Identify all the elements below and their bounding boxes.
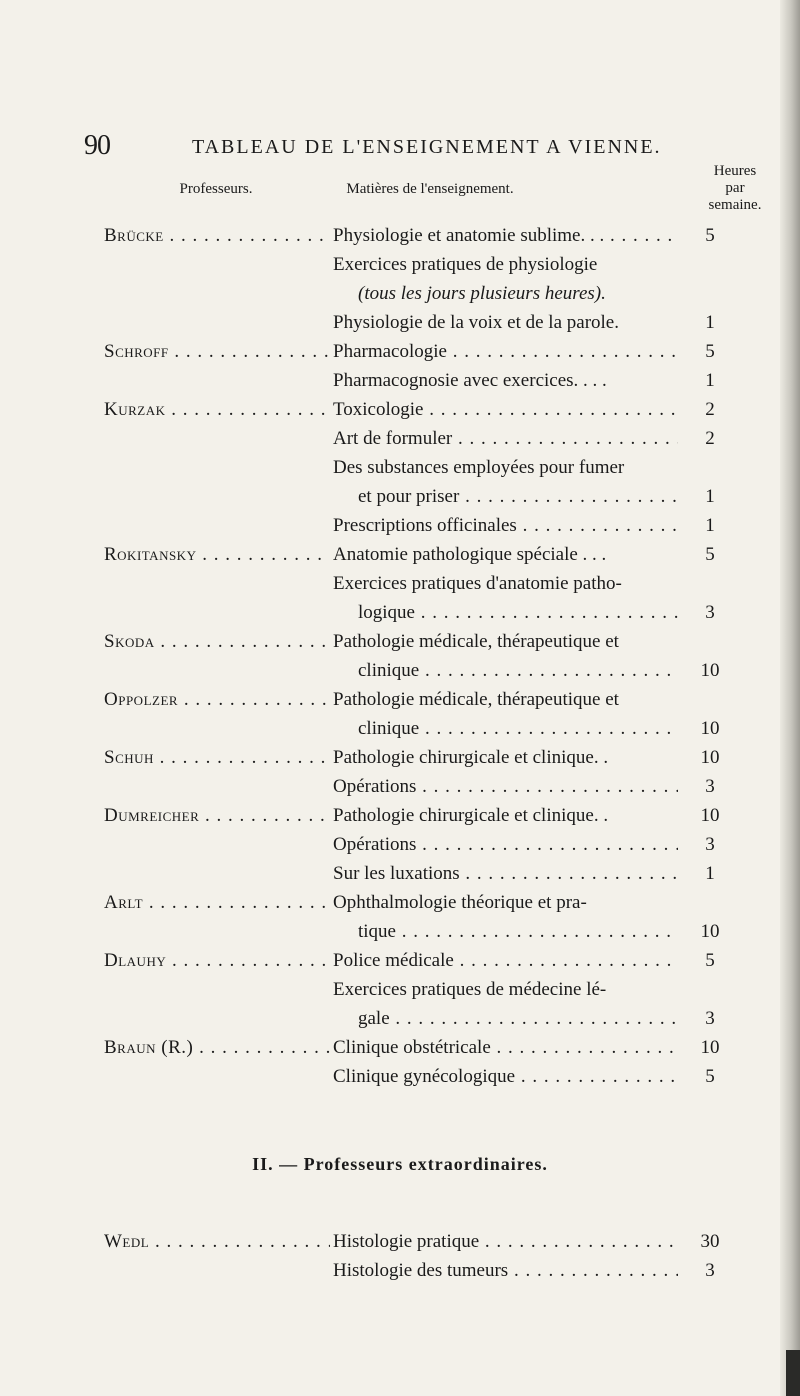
subject: Pathologie médicale, thérapeutique et [333, 689, 619, 710]
subject: Pharmacologie . . . [333, 340, 678, 364]
subject: Art de formuler . . . [333, 427, 678, 451]
table-row [0, 775, 800, 799]
professor-name: Dlauhy . . . [104, 949, 330, 973]
subject: Clinique obstétricale . . . [333, 1036, 678, 1060]
hours: 5 [705, 950, 715, 971]
hours: 10 [700, 1037, 720, 1058]
professor-name: Arlt . . . [104, 891, 330, 915]
hours: 5 [705, 225, 715, 246]
subject: Toxicologie . . . [333, 398, 678, 422]
table-row [0, 398, 800, 422]
subject: Pathologie médicale, thérapeutique et [333, 631, 619, 652]
hours: 1 [705, 486, 715, 507]
column-header-professors: Professeurs. [179, 181, 253, 197]
professor-name: Oppolzer . . . [104, 688, 330, 712]
table-row [0, 543, 800, 567]
table-row [0, 862, 800, 886]
page-corner-shadow [786, 1350, 800, 1396]
column-header-hours [690, 163, 780, 214]
professor-name: Brücke . . . [104, 224, 330, 248]
table-row [0, 630, 800, 654]
running-title: TABLEAU DE L'ENSEIGNEMENT A VIENNE. [192, 136, 662, 158]
table-row [0, 804, 800, 828]
subject: Pathologie chirurgicale et clinique. . [333, 747, 609, 768]
hours-header-line: Heures [713, 163, 757, 179]
table-row [0, 485, 800, 509]
hours: 10 [700, 921, 720, 942]
section-heading: II. — Professeurs extraordinaires. [252, 1154, 548, 1174]
hours: 3 [705, 1260, 715, 1281]
subject: Police médicale . . . [333, 949, 678, 973]
table-row [0, 456, 800, 480]
professor-name: Braun (R.) . . . [104, 1036, 330, 1060]
page-header [84, 130, 744, 164]
professor-name: Kurzak . . . [104, 398, 330, 422]
table-row [0, 1230, 800, 1254]
hours: 2 [705, 428, 715, 449]
table-row [0, 311, 800, 335]
table-row [0, 224, 800, 248]
table-row [0, 688, 800, 712]
hours: 10 [700, 660, 720, 681]
column-header-subjects: Matières de l'enseignement. [346, 181, 514, 197]
subject: Histologie pratique . . . [333, 1230, 678, 1254]
subject: Exercices pratiques de médecine lé- [333, 979, 607, 1000]
table-row [0, 920, 800, 944]
hours: 10 [700, 718, 720, 739]
hours: 10 [700, 747, 720, 768]
hours: 1 [705, 515, 715, 536]
table-row [0, 659, 800, 683]
hours: 30 [700, 1231, 720, 1252]
hours: 5 [705, 1066, 715, 1087]
professor-name: Schuh . . . [104, 746, 330, 770]
hours: 3 [705, 602, 715, 623]
table-row [0, 1036, 800, 1060]
subject: Sur les luxations . . . [333, 862, 678, 886]
hours: 10 [700, 805, 720, 826]
subject: Pathologie chirurgicale et clinique. . [333, 805, 609, 826]
professor-name: Schroff . . . [104, 340, 330, 364]
professor-name: Wedl . . . [104, 1230, 330, 1254]
subject: gale . . . [358, 1007, 678, 1031]
subject: tique . . . [358, 920, 678, 944]
table-row [0, 746, 800, 770]
subject: Opérations . . . [333, 833, 678, 857]
table-row [0, 949, 800, 973]
subject: Exercices pratiques de physiologie [333, 254, 598, 275]
table-row [0, 1259, 800, 1283]
subject: Physiologie et anatomie sublime. . . . . . [333, 224, 678, 248]
professor-name: Skoda . . . [104, 630, 330, 654]
table-row [0, 572, 800, 596]
professor-name: Rokitansky . . . [104, 543, 330, 567]
table-row [0, 427, 800, 451]
hours: 5 [705, 341, 715, 362]
professor-name: Dumreicher . . . [104, 804, 330, 828]
subject: Clinique gynécologique . . . [333, 1065, 678, 1089]
table-row [0, 717, 800, 741]
hours-header-line: semaine. [708, 197, 762, 213]
table-row [0, 514, 800, 538]
subject: clinique . . . [358, 659, 678, 683]
subject: Ophthalmologie théorique et pra- [333, 892, 587, 913]
table-row [0, 369, 800, 393]
subject: logique . . . [358, 601, 678, 625]
hours: 3 [705, 776, 715, 797]
subject: Opérations . . . [333, 775, 678, 799]
table-row [0, 833, 800, 857]
subject: (tous les jours plusieurs heures). [358, 283, 606, 304]
subject: Histologie des tumeurs . . . [333, 1259, 678, 1283]
subject: Des substances employées pour fumer [333, 457, 625, 478]
hours-header-line: par [725, 180, 745, 196]
hours: 1 [705, 312, 715, 333]
subject: Physiologie de la voix et de la parole. [333, 312, 619, 333]
table-row [0, 1065, 800, 1089]
subject: Exercices pratiques d'anatomie patho- [333, 573, 622, 594]
subject: Prescriptions officinales . . . [333, 514, 678, 538]
subject: Pharmacognosie avec exercices. . . . [333, 370, 607, 391]
table-row [0, 891, 800, 915]
table-row [0, 601, 800, 625]
hours: 3 [705, 834, 715, 855]
table-row [0, 1007, 800, 1031]
hours: 3 [705, 1008, 715, 1029]
page-number: 90 [84, 130, 110, 161]
hours: 1 [705, 370, 715, 391]
subject: et pour priser . . . [358, 485, 678, 509]
hours: 5 [705, 544, 715, 565]
hours: 1 [705, 863, 715, 884]
table-row [0, 978, 800, 1002]
subject: clinique . . . [358, 717, 678, 741]
table-row [0, 253, 800, 277]
hours: 2 [705, 399, 715, 420]
table-row [0, 340, 800, 364]
subject: Anatomie pathologique spéciale . . . [333, 544, 607, 565]
table-row [0, 282, 800, 306]
